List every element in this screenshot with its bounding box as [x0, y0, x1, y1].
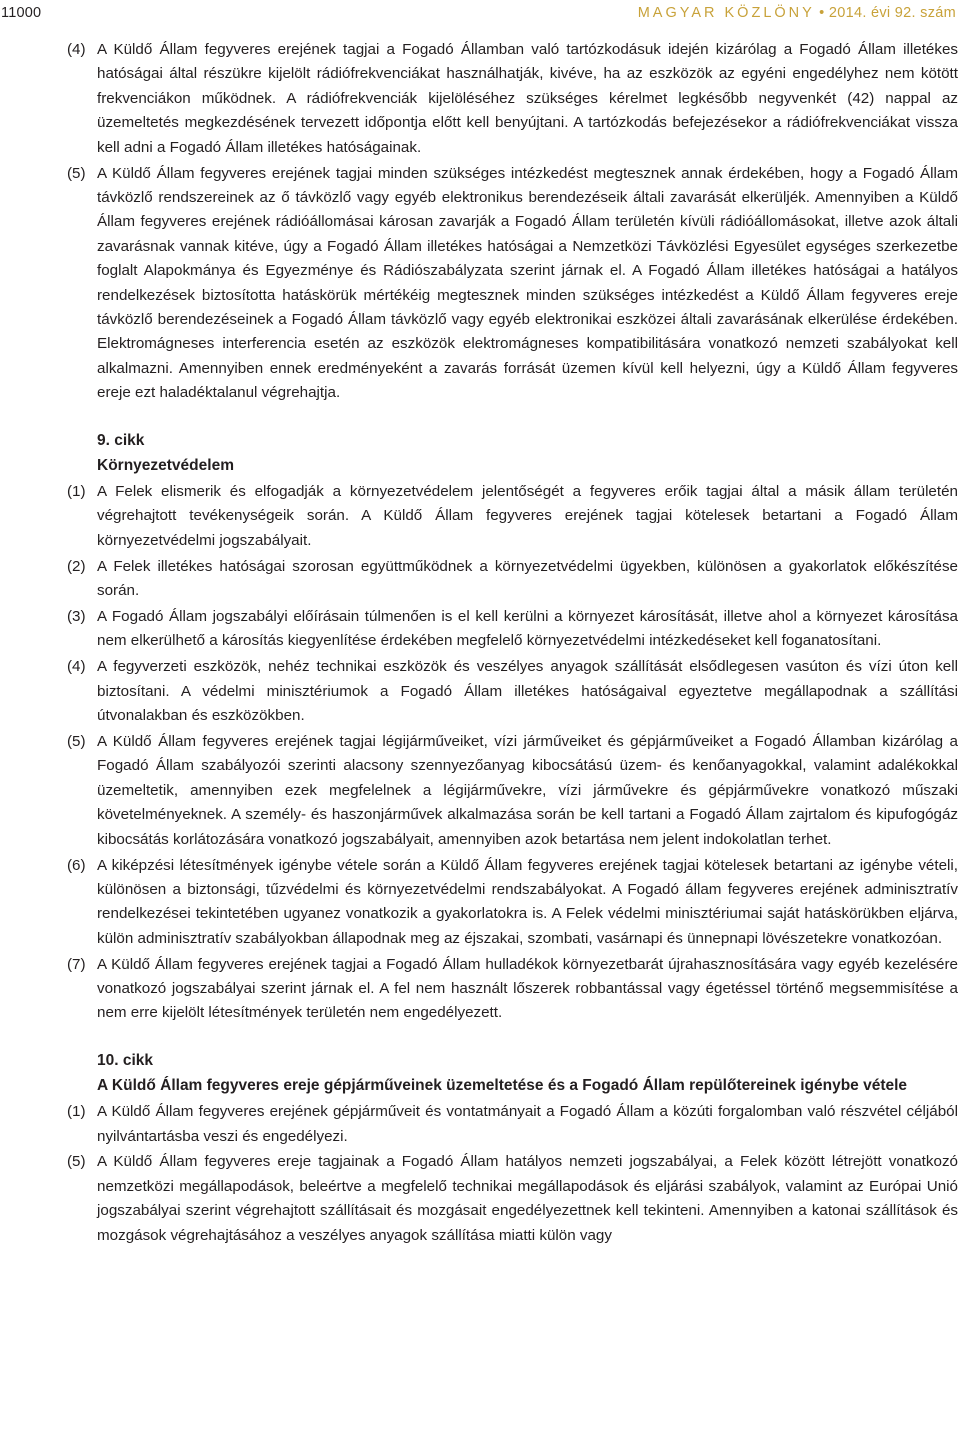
- paragraph-number: (4): [67, 658, 86, 676]
- issue-label: 2014. évi 92. szám: [828, 5, 956, 21]
- article-title: A Küldő Állam fegyveres ereje gépjárműveinek üzemeltetése és a Fogadó Állam repülőtereinek igénybe vétele: [97, 1076, 908, 1094]
- paragraph-text: A Küldő Állam fegyveres erejének tagjai minden szükséges intézkedést megtesznek annak érdekében, hogy a Fogadó Állam távközlő rendszereinek az ő távközlő vagy egyéb elektronikus berendezéseik általi zavarását elkerüljék. Amennyiben a Küldő Állam fegyveres erejének rádióállomásai károsan zavarják a Fogadó Állam területén kívüli rádióállomásokat, illetve azok általi zavarásnak vannak kitéve, úgy a Fogadó Állam illetékes hatóságai a Nemzetközi Távközlési Egyesület egységes szerkezetbe foglalt Alapokmánya és Egyezménye és Rádiószabályzata szerint járnak el. A Fogadó Állam illetékes hatóságai a hatályos rendelkezések biztosította hatáskörük mértékéig megtesznek minden szükséges intézkedést a Küldő Állam fegyveres ereje távközlő berendezéseinek a Fogadó Állam távközlő vagy egyéb elektronikai eszközei általi zavarásának elkerülése érdekében. Elektromágneses interferencia esetén az eszközök elektromágneses kompatibilitására vonatkozó nemzeti szabályokat kell alkalmazni. Amennyiben ennek eredményeként a zavarás forrását üzemen kívül kell helyezni, úgy a Küldő Állam fegyveres ereje ezt haladéktalanul végrehajtja.: [97, 164, 958, 402]
- paragraph-number: (4): [67, 41, 86, 58]
- paragraph-text: A Küldő Állam fegyveres erejének gépjárműveit és vontatmányait a Fogadó Állam a közúti forgalomban való részvétel céljából nyilvántartásba veszi és engedélyezi.: [97, 1103, 958, 1145]
- paragraph: [0, 730, 960, 852]
- spacer: [0, 1027, 960, 1049]
- paragraph-text: A Felek elismerik és elfogadják a környezetvédelem jelentőségét a fegyveres erőik tagjai által a másik állam területén végrehajtott tevékenységeik során. A Küldő Állam fegyveres erejének tagjai kötelesek betartani a Fogadó Állam környezetvédelmi jogszabályait.: [97, 482, 958, 549]
- paragraph: [0, 854, 960, 952]
- article-title: Környezetvédelem: [97, 456, 234, 474]
- paragraph-text: A kiképzési létesítmények igénybe vétele során a Küldő Állam fegyveres erejének tagjai kötelesek betartani az igénybe vételi, különösen a biztonsági, tűzvédelmi és környezetvédelmi rendszabályokat. A Fogadó állam fegyveres erejének adminisztratív rendelkezései tekintetében ugyanez vonatkozik a gyakorlatokra is. A Felek védelmi minisztériumai saját hatáskörükben eljárva, külön adminisztratív szabályokban állapodnak meg az éjszakai, szombati, vasárnapi és ünnepnapi lövészetekre vonatkozóan.: [97, 856, 958, 947]
- paragraph: [0, 555, 960, 604]
- page-header: [0, 3, 960, 25]
- paragraph-text: A Küldő Állam fegyveres ereje tagjainak a Fogadó Állam hatályos nemzeti jogszabályai, a Felek között létrejött vonatkozó nemzetközi megállapodások, beleértve a megfelelő technikai megállapodások és eljárási szabályok, valamint az Európai Unió jogszabályai szerint végrehajtott szállításait és mozgásait engedélyezettnek kell tekinteni. Amennyiben a katonai szállítások és mozgások végrehajtásához a veszélyes anyagok szállítása miatti külön vagy: [97, 1153, 958, 1244]
- page-number: 11000: [1, 5, 42, 21]
- paragraph-text: A Küldő Állam fegyveres erejének tagjai a Fogadó Államban való tartózkodásuk idején kizárólag a Fogadó Állam illetékes hatóságai által részükre kijelölt rádiófrekvenciákat használhatják, kivéve, ha az eszközök az egyéni engedélyhez nem kötött frekvenciákon működnek. A rádiófrekvenciák kijelöléséhez szükséges kérelmet legkésőbb negyvenkét (42) nappal az üzemeltetés megkezdésének tervezett időpontja előtt kell benyújtani. A tartózkodás befejezésekor a rádiófrekvenciákat vissza kell adni a Fogadó Állam illetékes hatóságainak.: [97, 41, 958, 156]
- bullet-separator: •: [819, 5, 825, 21]
- paragraph: [0, 655, 960, 728]
- paragraph-number: (5): [67, 732, 86, 750]
- paragraph: [0, 1100, 960, 1149]
- paragraph-number: (3): [67, 607, 86, 625]
- spacer: [0, 407, 960, 429]
- paragraph: [0, 605, 960, 654]
- paragraph-number: (5): [67, 1153, 86, 1171]
- journal-name: MAGYAR KÖZLÖNY: [637, 5, 815, 21]
- paragraph-number: (2): [67, 557, 86, 575]
- paragraph-number: (1): [67, 1103, 86, 1121]
- paragraph-text: A Küldő Állam fegyveres erejének tagjai a Fogadó Állam hulladékok környezetbarát újrahasznosítására vagy egyéb kezelésére vonatkozó jogszabályai szerint járnak el. A fel nem használt lőszerek robbantással vagy égetéssel történő megsemmisítése a nem erre kijelölt létesítmények területén nem engedélyezett.: [97, 955, 958, 1022]
- paragraph: [0, 480, 960, 553]
- paragraph-number: (5): [67, 164, 86, 182]
- paragraph-text: A fegyverzeti eszközök, nehéz technikai eszközök és veszélyes anyagok szállítását elsődlegesen vasúton és vízi úton kell biztosítani. A védelmi minisztériumok a Fogadó Állam illetékes hatóságaival egyeztetve megállapodnak a szállítási útvonalakban és eszközökben.: [97, 658, 958, 725]
- paragraph-number: (6): [67, 856, 86, 874]
- paragraph-text: A Fogadó Állam jogszabályi előírásain túlmenően is el kell kerülni a környezet károsítását, illetve ahol a környezet károsítása nem elkerülhető a károsítás kiegyenlítése érdekében megfelelő környezetvédelmi intézkedéseket kell foganatosítani.: [97, 607, 958, 650]
- paragraph: [0, 1150, 960, 1248]
- paragraph-number: (1): [67, 482, 86, 500]
- paragraph: [0, 953, 960, 1026]
- paragraph-text: A Küldő Állam fegyveres erejének tagjai légijárműveiket, vízi járműveiket és gépjárműveiket a Fogadó Államban kizárólag a Fogadó Állam szabályozói szerinti alacsony szennyezőanyag kibocsátású üzem- és kenőanyagokkal, valamint adalékokkal üzemeltetik, amennyiben ezek megfelelnek a légijárművekre, vízi járművekre és gépjárművekre vonatkozó műszaki követelményeknek. A személy- és haszonjárművek alkalmazása során be kell tartani a Fogadó Állam zajrtalom és kipufogógáz kibocsátás korlátozására vonatkozó jogszabályait, amennyiben azok betartása nem jelent indokolatlan terhet.: [97, 732, 958, 848]
- document-body: [0, 38, 960, 1250]
- paragraph-number: (7): [67, 955, 86, 973]
- journal-title: [638, 3, 956, 23]
- article-number: 10. cikk: [97, 1052, 154, 1070]
- paragraph: [0, 38, 960, 160]
- paragraph: [0, 162, 960, 406]
- article-number: 9. cikk: [97, 432, 145, 450]
- paragraph-text: A Felek illetékes hatóságai szorosan együttműködnek a környezetvédelmi ügyekben, különösen a gyakorlatok előkészítése során.: [97, 557, 958, 600]
